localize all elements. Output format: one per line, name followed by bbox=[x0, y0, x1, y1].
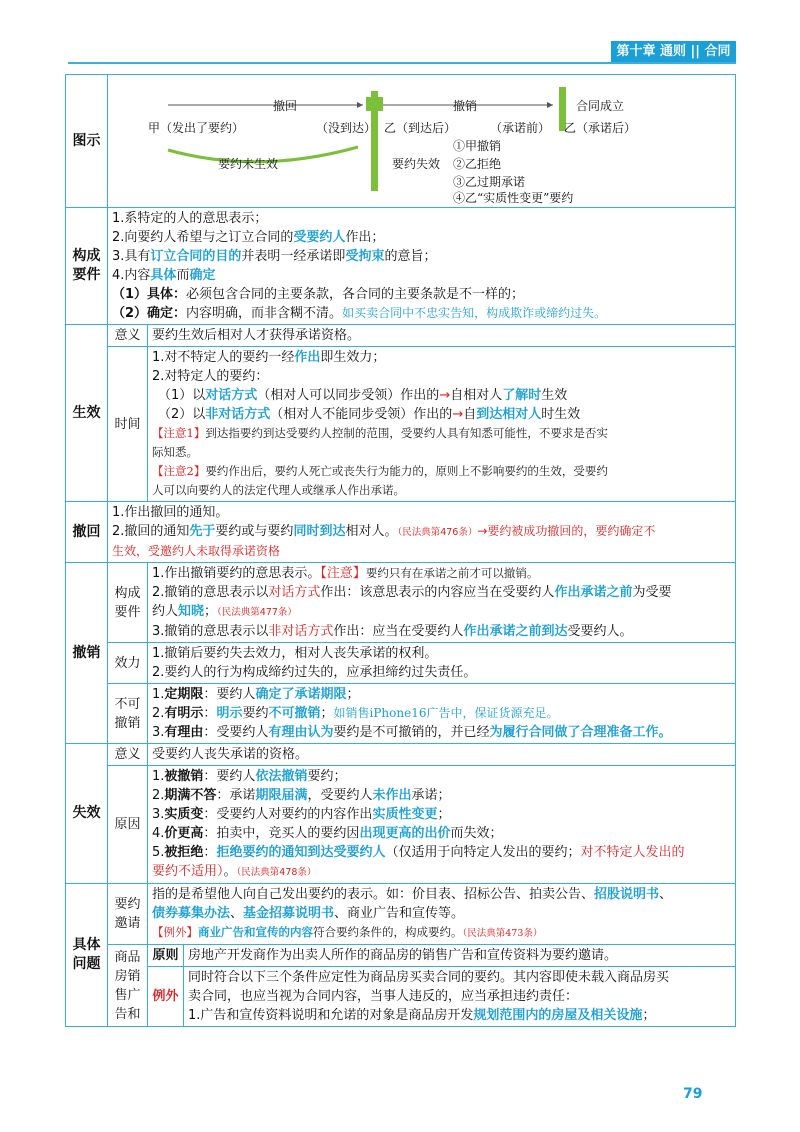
withdrawal-row bbox=[66, 502, 736, 563]
lapse-label: 失效 bbox=[66, 744, 108, 884]
lapse-meaning-row bbox=[66, 744, 736, 766]
invitation-row bbox=[66, 884, 736, 945]
page-number: 79 bbox=[683, 1086, 703, 1102]
effective-time-content: 1.对不特定人的要约一经作出即生效力； 2.对特定人的要约： （1）以对话方式（相对人可以同步受领）作出的→自相对人了解时生效 （2）以非对话方式（相对人不能同步受领）作出的→自到达相对人时生效 【注意1】到达指要约到达受要约人控制的范围，受要约人具有知悉可能性，不要求是否实 际知悉。 【注意2】要约作出后，要约人死亡或丧失行为能力的，原则上不影响要约的生效，受要约 人可以向要约人的法定代理人或继承人作出承诺。 bbox=[148, 347, 736, 502]
revocation-label: 撤销 bbox=[66, 563, 108, 744]
revocation-effect-content: 1.撤销后要约失去效力，相对人丧失承诺的权利。 2.要约人的行为构成缔约过失的，应承担缔约过失责任。 bbox=[148, 643, 736, 684]
not-arrived-text: （没到达） bbox=[316, 121, 377, 135]
lapse-meaning: 受要约人丧失承诺的资格。 bbox=[148, 744, 736, 766]
diagram bbox=[108, 75, 736, 208]
housing-ad-label: 商品 房销 售广 告和 bbox=[108, 945, 148, 1027]
party-b-arrived-text: 乙（到达后） bbox=[384, 121, 457, 135]
diagram-label: 图示 bbox=[66, 75, 108, 208]
effective-meaning-label: 意义 bbox=[108, 325, 148, 347]
effective-time-row bbox=[66, 347, 736, 502]
invalid-item: ④乙“实质性变更”要约 bbox=[453, 191, 574, 205]
contract-formed-text: 合同成立 bbox=[576, 99, 625, 113]
composition-content: 1.系特定的人的意思表示； 2.向要约人希望与之订立合同的受要约人作出； 3.具有订立合同的目的并表明一经承诺即受拘束的意旨； 4.内容具体而确定 （1）具体：必须包含合同的主要条款，各合同的主要条款是不一样的； （2）确定：内容明确，而非含糊不清。如买卖合同中不忠实告知，构成欺诈或缔约过失。 bbox=[108, 208, 736, 325]
invitation-label: 要约 邀请 bbox=[108, 884, 148, 945]
revoke-text: 撤销 bbox=[453, 99, 478, 113]
party-b-accept-text: 乙（承诺后） bbox=[564, 121, 637, 135]
invalid-text: 要约失效 bbox=[392, 157, 441, 171]
irrevocable-label: 不可 撤销 bbox=[108, 684, 148, 744]
revocation-effect-label: 效力 bbox=[108, 643, 148, 684]
withdrawal-label: 撤回 bbox=[66, 502, 108, 563]
revocation-composition-label: 构成 要件 bbox=[108, 563, 148, 643]
revocation-composition-content: 1.作出撤销要约的意思表示。【注意】要约只有在承诺之前才可以撤销。 2.撤销的意思表示以对话方式作出：该意思表示的内容应当在受要约人作出承诺之前为受要 约人知晓；（民法典第477条） 3.撤销的意思表示以非对话方式作出：应当在受要约人作出承诺之前到达受要约人。 bbox=[148, 563, 736, 643]
housing-exception-row bbox=[66, 967, 736, 1027]
housing-principle-row bbox=[66, 945, 736, 967]
principle-label: 原则 bbox=[148, 945, 184, 967]
revocation-effect-row bbox=[66, 643, 736, 684]
effective-time-label: 时间 bbox=[108, 347, 148, 502]
composition-row bbox=[66, 208, 736, 325]
party-a-text: 甲（发出了要约） bbox=[148, 121, 245, 135]
invitation-content: 指的是希望他人向自己发出要约的表示。如：价目表、招标公告、拍卖公告、招股说明书、 债券募集办法、基金招募说明书、商业广告和宣传等。 【例外】商业广告和宣传的内容符合要约条件的，构成要约。（民法典第473条） bbox=[148, 884, 736, 945]
not-effective-text: 要约未生效 bbox=[218, 157, 279, 171]
withdraw-text: 撤回 bbox=[273, 99, 298, 113]
composition-label: 构成 要件 bbox=[66, 208, 108, 325]
lapse-reason-content: 1.被撤销：要约人依法撤销要约； 2.期满不答：承诺期限届满，受要约人未作出承诺； 3.实质变：受要约人对要约的内容作出实质性变更； 4.价更高：拍卖中，竞买人的要约因出现更高的出价而失效； 5.被拒绝：拒绝要约的通知到达受要约人（仅适用于向特定人发出的要约；对不特定人发出的 要约不适用）。（民法典第478条） bbox=[148, 766, 736, 884]
specific-issues-label: 具体 问题 bbox=[66, 884, 108, 1027]
lapse-reason-row bbox=[66, 766, 736, 884]
lapse-meaning-label: 意义 bbox=[108, 744, 148, 766]
diagram-row bbox=[66, 75, 736, 208]
exception-label: 例外 bbox=[148, 967, 184, 1027]
withdrawal-content: 1.作出撤回的通知。 2.撤回的通知先于要约或与要约同时到达相对人。（民法典第476条）→要约被成功撤回的，要约确定不 生效，受邀约人未取得承诺资格 bbox=[108, 502, 736, 563]
effective-meaning: 要约生效后相对人才获得承诺资格。 bbox=[148, 325, 736, 347]
invalid-item: ③乙过期承诺 bbox=[453, 175, 526, 189]
irrevocable-content: 1.定期限：要约人确定了承诺期限； 2.有明示：明示要约不可撤销；如销售iPhone16广告中，保证货源充足。 3.有理由：受要约人有理由认为要约是不可撤销的，并已经为履行合同做了合理准备工作。 bbox=[148, 684, 736, 744]
content-table bbox=[65, 74, 736, 1027]
irrevocable-row bbox=[66, 684, 736, 744]
invalid-item: ①甲撤销 bbox=[453, 139, 502, 153]
principle-content: 房地产开发商作为出卖人所作的商品房的销售广告和宣传资料为要约邀请。 bbox=[184, 945, 736, 967]
chapter-badge: 第十章 通则 || 合同 bbox=[611, 41, 736, 62]
header-rule bbox=[68, 62, 736, 64]
before-accept-text: （承诺前） bbox=[490, 121, 551, 135]
lapse-reason-label: 原因 bbox=[108, 766, 148, 884]
diagram-arrows bbox=[108, 75, 728, 205]
effective-meaning-row bbox=[66, 325, 736, 347]
revocation-composition-row bbox=[66, 563, 736, 643]
invalid-item: ②乙拒绝 bbox=[453, 157, 502, 171]
effective-label: 生效 bbox=[66, 325, 108, 502]
exception-content: 同时符合以下三个条件应定性为商品房买卖合同的要约。其内容即使未载入商品房买 卖合同，也应当视为合同内容，当事人违反的，应当承担违约责任： 1.广告和宣传资料说明和允诺的对象是商品房开发规划范围内的房屋及相关设施； bbox=[184, 967, 736, 1027]
milestone-block-1 bbox=[366, 97, 383, 111]
